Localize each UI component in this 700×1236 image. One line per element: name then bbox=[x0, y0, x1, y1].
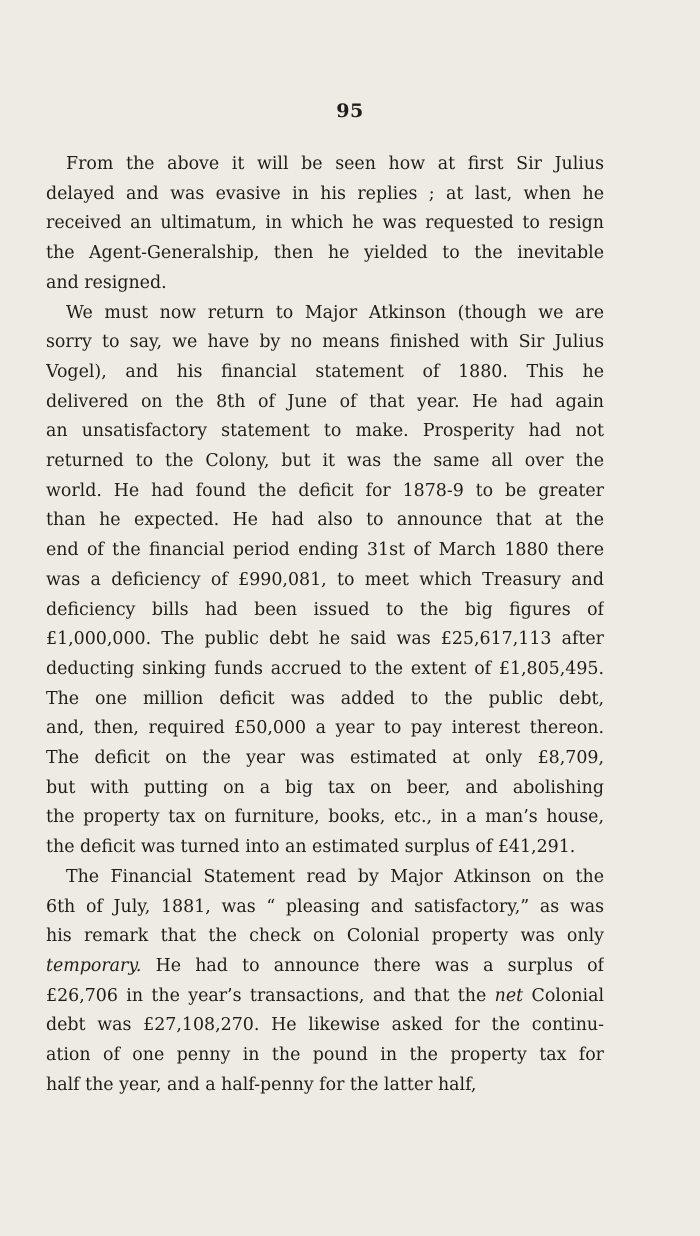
text-line-italic-start bbox=[46, 952, 604, 982]
page-number: 95 bbox=[336, 100, 364, 122]
text-run: £26,706 in the year’s transactions, and that the bbox=[46, 985, 495, 1006]
italic-word: net bbox=[494, 985, 524, 1006]
text-line: and resigned. bbox=[46, 272, 167, 293]
text-line: but with putting on a big tax on beer, and abolishing bbox=[46, 777, 604, 798]
text-line: and, then, required £50,000 a year to pay interest thereon. bbox=[46, 718, 604, 739]
text-line: The one million deficit was added to the public debt, bbox=[46, 688, 604, 709]
text-line: received an ultimatum, in which he was requested to resign bbox=[46, 213, 604, 234]
italic-word: temporary. bbox=[46, 955, 142, 976]
text-line: delayed and was evasive in his replies ; at last, when he bbox=[46, 183, 604, 204]
text-line: 6th of July, 1881, was “ pleasing and satisfactory,” as was bbox=[46, 896, 604, 917]
text-line: The Financial Statement read by Major Atkinson on the bbox=[66, 866, 604, 887]
text-line: The deficit on the year was estimated at only £8,709, bbox=[46, 748, 604, 769]
text-line: the deficit was turned into an estimated surplus of £41,291. bbox=[46, 837, 576, 858]
paragraph-2 bbox=[46, 299, 604, 863]
text-line: debt was £27,108,270. He likewise asked for the continu- bbox=[46, 1015, 604, 1036]
text-line: delivered on the 8th of June of that year. He had again bbox=[46, 391, 604, 412]
text-line: Vogel), and his financial statement of 1880. This he bbox=[46, 361, 604, 382]
text-line: From the above it will be seen how at first Sir Julius bbox=[66, 154, 604, 174]
text-line-italic-mid bbox=[46, 982, 604, 1012]
paragraph-3 bbox=[46, 863, 604, 1101]
text-line: the property tax on furniture, books, etc., in a man’s house, bbox=[46, 807, 604, 828]
body-text bbox=[46, 150, 604, 1101]
text-line: an unsatisfactory statement to make. Prosperity had not bbox=[46, 421, 604, 442]
text-run: He had to announce there was a surplus of bbox=[141, 955, 604, 976]
text-line: his remark that the check on Colonial property was only bbox=[46, 926, 604, 947]
text-line: than he expected. He had also to announce that at the bbox=[46, 510, 604, 531]
text-line: end of the financial period ending 31st of March 1880 there bbox=[46, 540, 604, 561]
text-run: Colonial bbox=[523, 985, 604, 1006]
text-line: returned to the Colony, but it was the same all over the bbox=[46, 451, 604, 472]
text-line: was a deficiency of £990,081, to meet which Treasury and bbox=[46, 569, 604, 590]
text-line: £1,000,000. The public debt he said was £25,617,113 after bbox=[46, 629, 604, 650]
text-line: sorry to say, we have by no means finished with Sir Julius bbox=[46, 332, 604, 353]
text-line: half the year, and a half-penny for the latter half, bbox=[46, 1074, 477, 1095]
text-line: deducting sinking funds accrued to the extent of £1,805,495. bbox=[46, 658, 604, 679]
text-line: deficiency bills had been issued to the big figures of bbox=[46, 599, 604, 620]
paragraph-1 bbox=[46, 150, 604, 299]
text-line: world. He had found the deficit for 1878-9 to be greater bbox=[46, 480, 604, 501]
text-line: the Agent-Generalship, then he yielded to the inevitable bbox=[46, 243, 604, 264]
text-line: We must now return to Major Atkinson (though we are bbox=[66, 302, 604, 323]
text-line: ation of one penny in the pound in the property tax for bbox=[46, 1045, 604, 1066]
